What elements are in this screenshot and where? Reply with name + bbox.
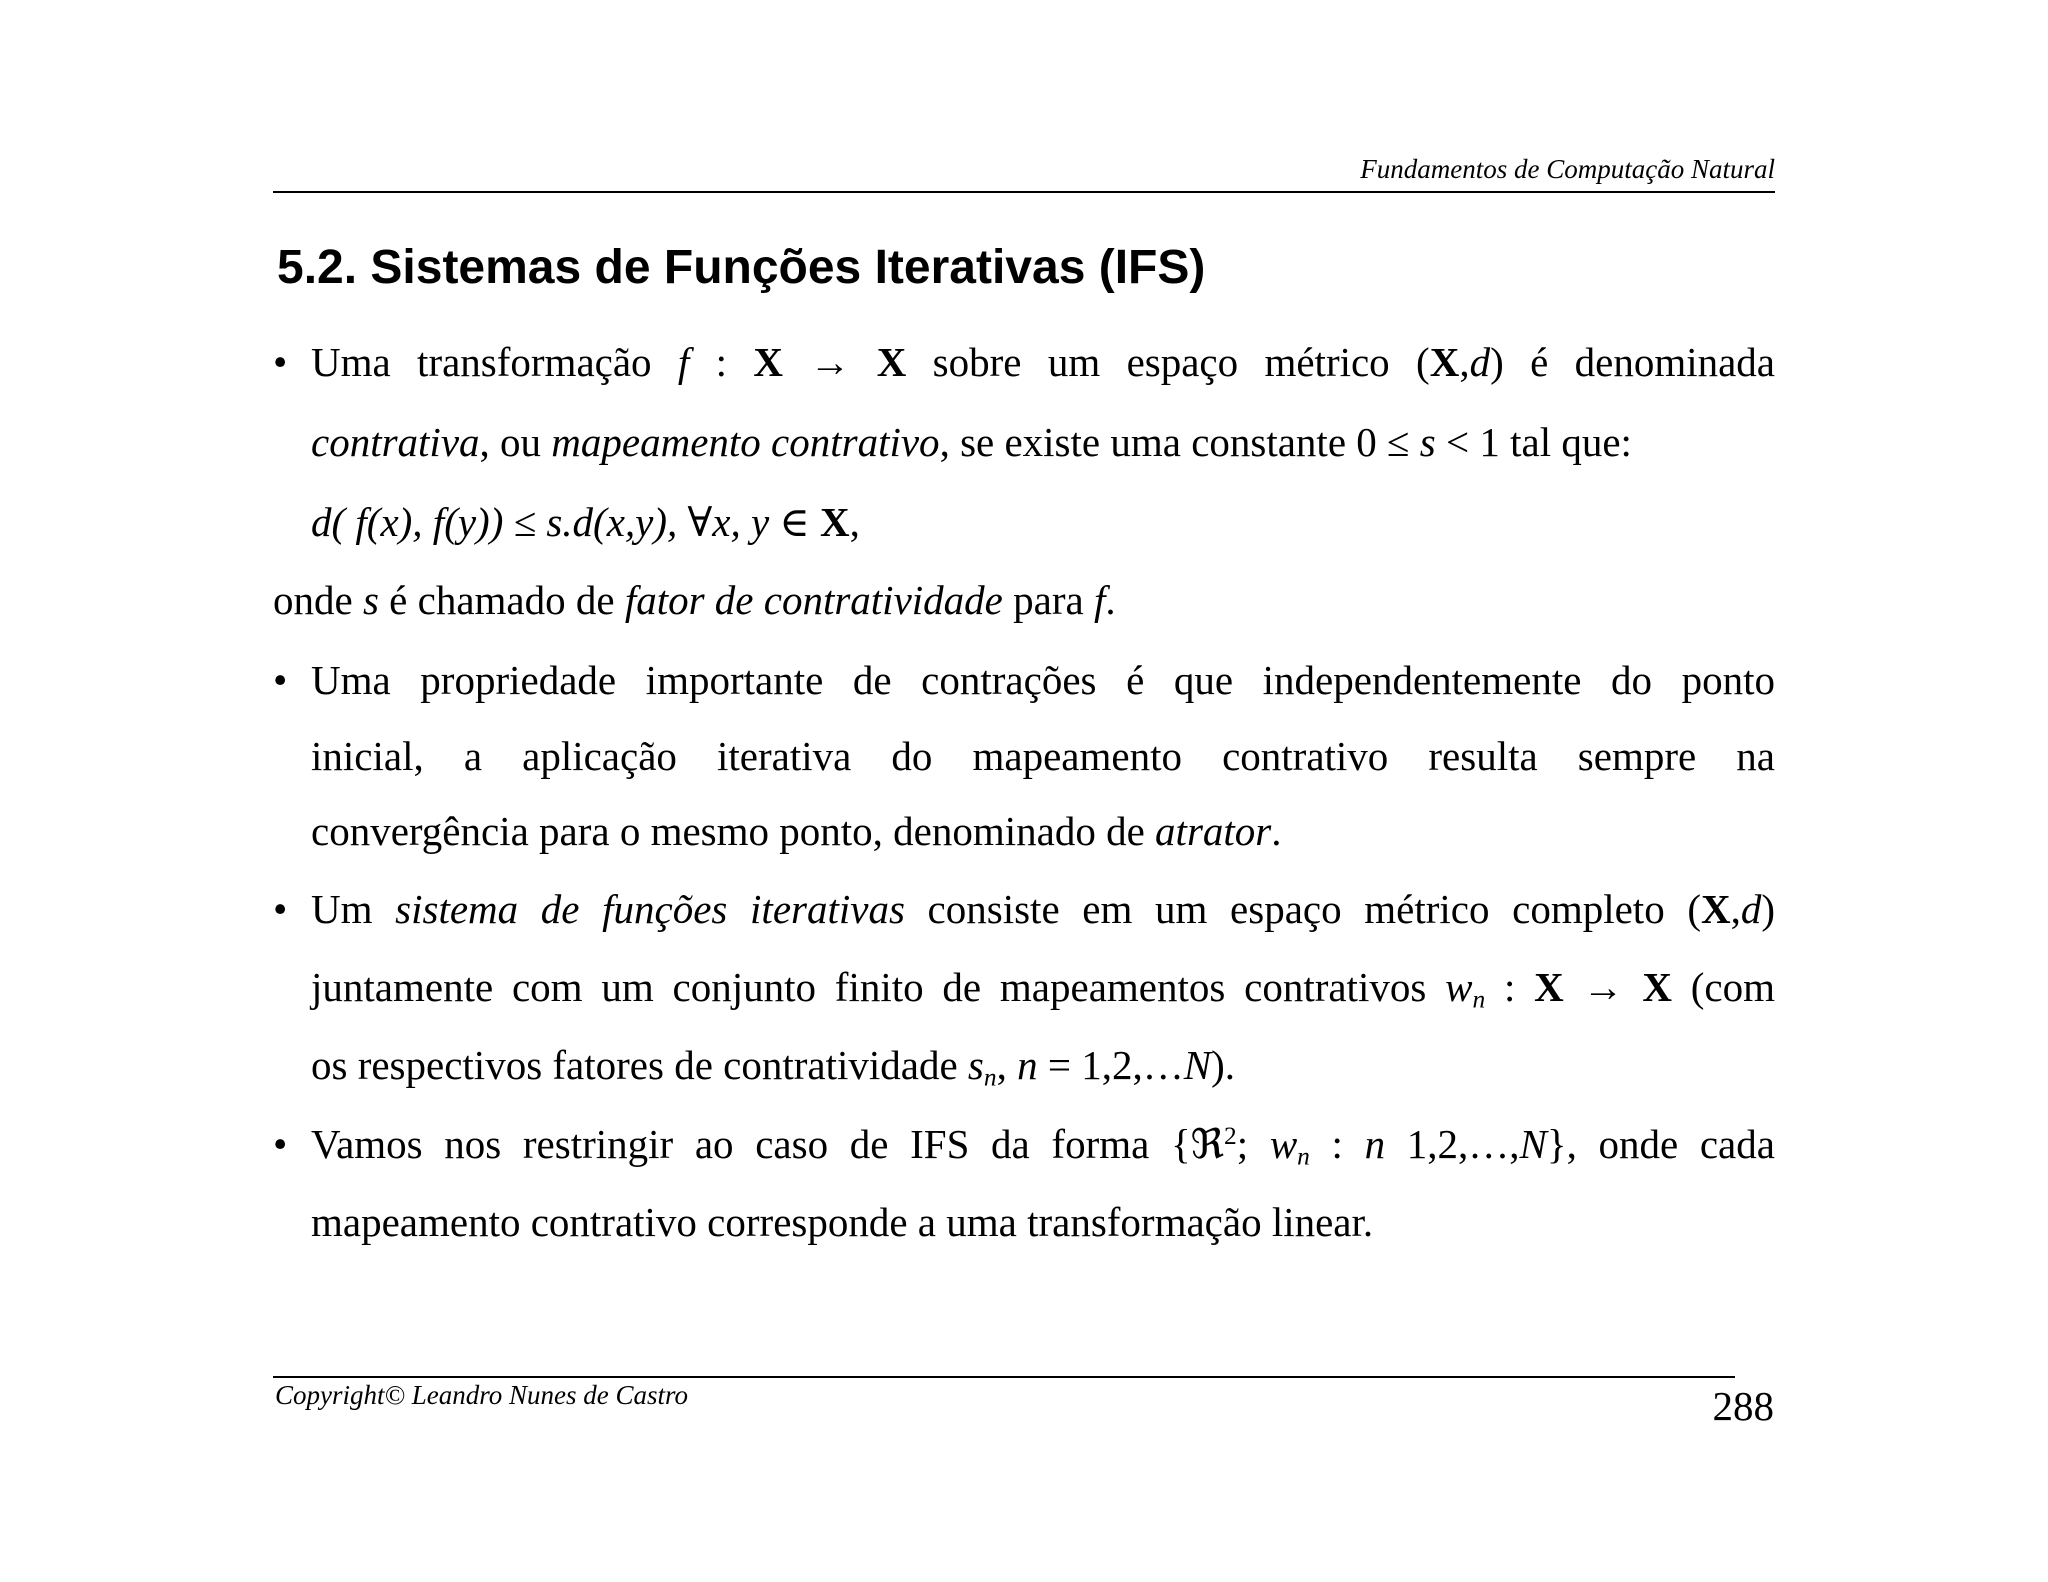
bullet-4-line-1: • Vamos nos restringir ao caso de IFS da forma {ℜ$^2$; $w_n$ : n 1,2,…,N}, onde cada <box>273 1121 1775 1171</box>
section-title: 5.2. Sistemas de Funções Iterativas (IFS) <box>277 241 1206 294</box>
bullet-1-line-2: contrativa, ou mapeamento contrativo, se existe uma constante 0 ≤ s < 1 tal que: <box>311 419 1632 465</box>
bullet-2-line-2: inicial, a aplicação iterativa do mapeamento contrativo resulta sempre na <box>311 733 1775 779</box>
bullet-3-line-2: juntamente com um conjunto finito de mapeamentos contrativos $w_n$ : X → X (com <box>311 964 1775 1014</box>
bullet-marker: • <box>273 339 288 385</box>
bullet-marker: • <box>273 1121 288 1167</box>
bullet-marker: • <box>273 657 288 703</box>
bullet-2-line-1: • Uma propriedade importante de contrações é que independentemente do ponto <box>273 657 1775 703</box>
contraction-formula: d( f(x), f(y)) ≤ s.d(x,y), ∀x, y ∈ X, <box>311 499 860 545</box>
footer-divider <box>273 1376 1735 1378</box>
bullet-1-line-4: onde s é chamado de fator de contratividade para f. <box>273 577 1116 623</box>
bullet-3-line-1: • Um sistema de funções iterativas consiste em um espaço métrico completo (X,d) <box>273 886 1776 932</box>
bullet-3-line-3: os respectivos fatores de contratividade $s_n$, n = 1,2,…N). <box>311 1042 1235 1092</box>
footer-copyright: Copyright© Leandro Nunes de Castro <box>275 1380 689 1410</box>
page-number: 288 <box>1712 1383 1774 1429</box>
bullet-1-line-1: • Uma transformação f : X → X sobre um espaço métrico (X,d) é denominada <box>273 339 1775 385</box>
bullet-4-line-2: mapeamento contrativo corresponde a uma transformação linear. <box>311 1199 1374 1245</box>
header-divider <box>273 191 1775 193</box>
bullet-2-line-3: convergência para o mesmo ponto, denominado de atrator. <box>311 808 1282 854</box>
bullet-marker: • <box>273 886 288 932</box>
running-header: Fundamentos de Computação Natural <box>1360 154 1775 184</box>
